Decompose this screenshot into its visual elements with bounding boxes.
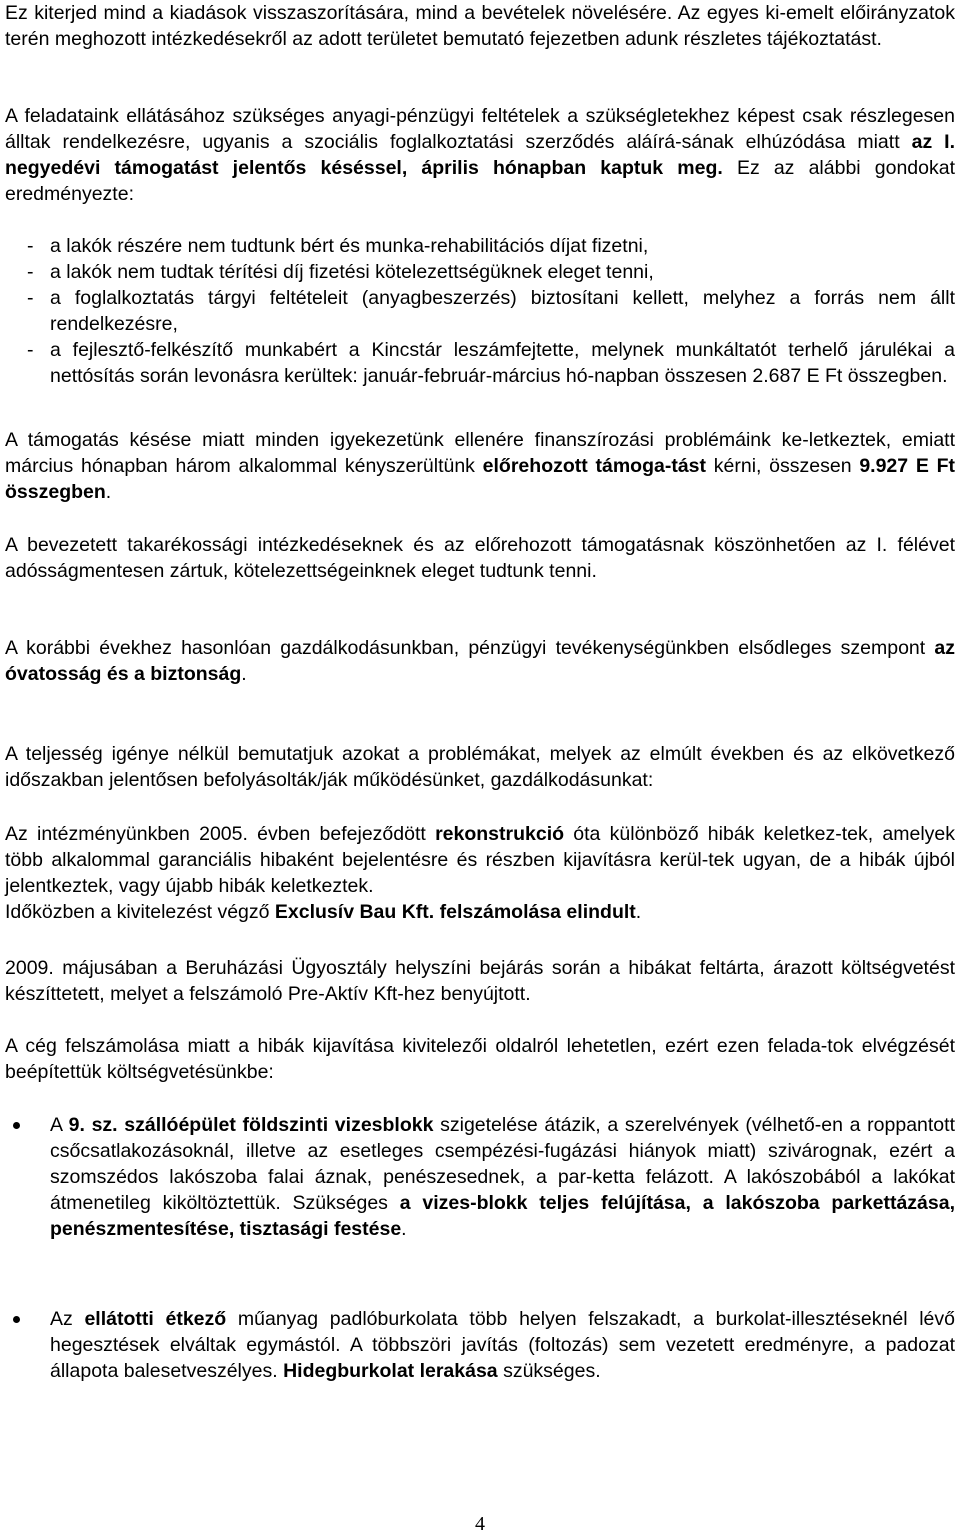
text: Az intézményünkben 2005. évben befejeződött [5,823,436,845]
text: szigetelése átázik, a szerelvények (vélhető-en a roppantott csőcsatlakozásoknál, illetve az esetleges csempézési-fugázási hiányok miatt) szivárognak, ezért a szomszédos lakószoba falai áznak, penészesednek, a par-ketta felázott. A lakószobából a lakókat átmenetileg kiköltöztettük. Szükséges [50,1114,955,1214]
list-item [5,1112,955,1242]
bold-text: Hidegburkolat lerakása [283,1360,498,1382]
bold-text: előrehozott támoga-tást [482,455,707,477]
bullet-icon [13,1122,20,1129]
list-item: - a lakók nem tudtak térítési díj fizetési kötelezettségüknek eleget tenni, [5,259,955,285]
page-number: 4 [475,1513,485,1535]
bold-text: 9.927 E Ft összegben [5,455,956,503]
text: . [635,901,642,923]
text: Ez az alábbi gondokat eredményezte: [5,157,955,205]
text: . [105,481,112,503]
list-item: - a fejlesztő-felkészítő munkabért a Kincstár leszámfejtette, melynek munkáltatót terhelő járulékai a nettósítás során levonásra kerültek: január-február-március hó-napban összesen 2.687 E Ft összegben. [5,337,955,389]
list-item: - a lakók részére nem tudtunk bért és munka-rehabilitációs díjat fizetni, [5,233,955,259]
text: minden igyekezetünk ellenére [255,429,524,451]
bold-text: ellátotti étkező [84,1308,227,1330]
text: A támogatás késése miatt [5,429,256,451]
text: óta különböző hibák keletkez-tek, amelyek több alkalommal garanciális hibaként bejelentésre és részben kijavításra kerül-tek ugyan, de a hibák újból jelentkeztek, vagy újabb hibák keletkeztek. [5,823,955,897]
text: Időközben a kivitelezést végző [5,901,275,923]
paragraph-advance-support [5,427,955,505]
paragraph-budget: A cég felszámolása miatt a hibák kijavítása kivitelezői oldalról lehetetlen, ezért ezen felada-tok elvégzését beépítettük költségvetésünkbe: [5,1035,955,1083]
paragraph-inspection: 2009. májusában a Beruházási Ügyosztály helyszíni bejárás során a hibákat feltárta, árazott költségvetést készíttetett, melyet a felszámoló Pre-Aktív Kft-hez benyújtott. [5,957,955,1005]
list-item [5,1306,955,1384]
text: finanszírozási problémáink ke-letkeztek, emiatt március hónapban három alkalommal kényszerültünk [5,429,956,477]
paragraph-savings: A bevezetett takarékossági intézkedéseknek és az előrehozott támogatásnak köszönhetően az I. félévet adósságmentesen zártuk, kötelezettségeinknek eleget tudtunk tenni. [5,534,955,582]
repair-list [5,1112,955,1242]
text: A korábbi évekhez hasonlóan gazdálkodásunkban, pénzügyi tevékenységünkben elsődleges szempont [5,637,935,659]
text: kérni, összesen [706,455,860,477]
text: szükséges. [497,1360,601,1382]
text: műanyag padlóburkolata több helyen felszakadt, a burkolat-illesztéseknél lévő hegesztések elváltak egymástól. A többszöri javítás (foltozás) sem vezetett eredményre, a padozat állapota balesetveszélyes. [50,1308,955,1382]
bold-text: rekonstrukció [435,823,565,845]
paragraph-problems: A teljesség igénye nélkül bemutatjuk azokat a problémákat, melyek az elmúlt években és az elkövetkező időszakban jelentősen befolyásolták/ják működésünket, gazdálkodásunkat: [5,743,955,791]
bullet-icon [13,1316,20,1323]
paragraph-principle [5,635,955,687]
bold-text: 9. sz. szállóépület földszinti vizesblokk [68,1114,434,1136]
bold-text: Exclusív Bau Kft. felszámolása elindult [274,901,636,923]
text: . [401,1218,407,1240]
text: A [50,1114,69,1136]
list-item: - a foglalkoztatás tárgyi feltételeit (anyagbeszerzés) biztosítani kellett, melyhez a forrás nem állt rendelkezésre, [5,285,955,337]
paragraph-liquidation [5,899,955,925]
consequence-list [5,233,955,389]
repair-list [5,1306,955,1384]
bold-text: az I. negyedévi támogatást jelentős késéssel, április hónapban kaptuk meg. [5,131,955,179]
text: A feladataink ellátásához szükséges anyagi-pénzügyi feltételek a szükségletekhez képest csak részlegesen álltak rendelkezésre, ugyanis a szociális foglalkoztatási szerződés aláírá-sának elhúzódása miatt [5,105,955,153]
paragraph-conditions [5,103,955,207]
bold-text: az óvatosság és a biztonság [5,637,955,685]
paragraph-reconstruction [5,821,955,899]
paragraph-intro: Ez kiterjed mind a kiadások visszaszorítására, mind a bevételek növelésére. Az egyes ki-emelt előirányzatok terén meghozott intézkedésekről az adott területet bemutató fejezetben adunk részletes tájékoztatást. [5,2,955,50]
text: Az [50,1308,85,1330]
text: . [241,663,247,685]
bold-text: a vizes-blokk teljes felújítása, a lakószoba parkettázása, penészmentesítése, tisztasági festése [50,1192,955,1240]
